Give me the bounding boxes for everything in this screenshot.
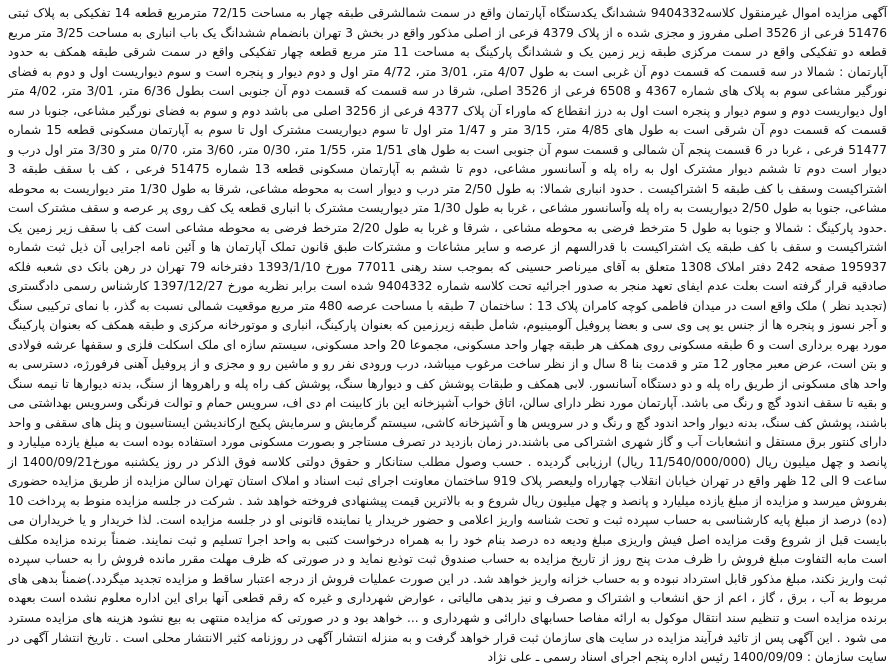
notice-paragraph: آگهی مزایده اموال غیرمنقول کلاسه9404332 ششدانگ یکدستگاه آپارتمان واقع در سمت شمالشرقی طبقه چهار به مساحت 72/15 مترمربع قطعه 14 تفکیکی به پلاک ثبتی 51476 فرعی از 3526 اصلی مفروز و مجزی شده ه از پلاک 4379 فرعی از اصلی مذکور واقع در بخش 3 تهران بانضمام ششدانگ یک باب انباری به مساحت 3/25 متر مربع قطعه دو تفکیکی واقع در سمت مرکزی طبقه زیر زمین یک و ششدانگ پارکینگ به مساحت 11 متر مربع قطعه چهار تفکیکی واقع در سمت شرقی طبقه همکف به حدود آپارتمان : شمالا در سه قسمت که قسمت دوم آن غربی است به طول 4/07 متر، 3/01 متر، 4/72 متر اول و دوم دیوار و پنجره است و سوم دیواریست اول و دوم به فضای نورگیر مشاعی سوم به پلاک های شماره 4367 و 6508 فرعی از 3526 اصلی، شرقا در سه قسمت که قسمت دوم آن جنوبی است بطول 6/36 متر، 3/01 متر، 4/02 متر اول دیواریست دوم و سوم دیوار و پنجره است اول به درز انقطاع که ماوراء آن پلاک 4377 فرعی از 3256 اصلی می باشد دوم و سوم به فضای نورگیر مشاعی، جنوبا در سه قسمت که قسمت دوم آن شرقی است به طول های 4/85 متر، 3/15 متر و 1/47 متر اول تا سوم دیواریست مشترک اول تا سوم به آپارتمان مسکونی قطعه 15 شماره 51477 فرعی ، غربا در 6 قسمت پنجم آن شمالی و قسمت سوم آن جنوبی است به طول های 1/51 متر، 1/55 متر، 0/30 متر، 3/60 متر، 0/70 متر و 3/30 متر اول درب و دیوار است دوم تا ششم دیوار مشترک اول به راه پله و آسانسور مشاعی، دوم تا ششم به آپارتمان مسکونی قطعه 13 شماره 51475 فرعی ، کف با سقف طبقه 3 اشتراکیست وسقف با کف طبقه 5 اشتراکیست . حدود انباری شمالا: به طول 2/50 متر درب و دیوار است به محوطه مشاعی، شرقا به طول 1/30 متر دیواریست به محوطه مشاعی، جنوبا به طول 2/50 دیواریست به راه پله وآسانسور مشاعی ، غربا به طول 1/30 متر دیواریست مشترک با انباری قطعه یک کف روی پر عرصه و سقف مشترک است .حدود پارکینگ : شمالا و جنوبا به طول 5 مترخط فرضی به محوطه مشاعی ، شرقا و غربا به طول 2/20 مترخط فرضی به محوطه مشاعی است کف با سقف زیر زمین یک اشتراکیست و سقف با کف طبقه یک اشتراکیست با قدرالسهم از عرصه و سایر مشاعات و مشترکات طبق قانون تملک آپارتمان ها و آئین نامه اجرایی آن ذیل ثبت شماره 195937 صفحه 242 دفتر املاک 1308 متعلق به آقای میرناصر حسینی که بموجب سند رهنی 77011 مورخ 1393/1/10 دفترخانه 79 تهران در رهن بانک دی شعبه فلکه صادقیه قرار گرفته است بعلت عدم ایفای تعهد منجر به صدور اجرائیه تحت کلاسه شماره 9404332 شده است برابر نظریه مورخ 1397/12/27 کارشناس رسمی دادگستری (تجدید نظر ) ملک واقع است در میدان فاطمی کوچه کامران پلاک 13 : ساختمان 7 طبقه با مساحت عرصه 480 متر مربع موقعیت شمالی نسبت به گذر، با نمای ترکیبی سنگ و آجر نسوز و پنجره ها از جنس یو پی وی سی و بعضا پروفیل آلومینیوم، شامل طبقه زیرزمین که بعنوان پارکینگ، انباری و موتورخانه مرکزی و طبقه همکف که بعنوان پارکینگ مورد بهره برداری است و 6 طبقه مسکونی روی همکف هر طبقه چهار واحد مسکونی، مجموعا 20 واحد مسکونی، سیستم سازه ای ملک اسکلت فلزی و سقفها عرشه فولادی و بتن است، عرض معبر مجاور 12 متر و قدمت بنا 8 سال و از نظر ساخت مرغوب میباشد، درب ورودی نفر رو و ماشین رو و مجزی و از پروفیل آهنی فرفورژه، دسترسی به واحد های مسکونی از طریق راه پله و دو دستگاه آسانسور. لابی همکف و طبقات پوشش کف و دیوارها سنگ، پوشش کف راه پله و راهروها از سنگ، بدنه دیوارها تا نیمه سنگ و بقیه تا سقف اندود گچ و رنگ می باشد. آپارتمان مورد نظر دارای سالن، اتاق خواب آشپزخانه این باز کابینت ام دی اف، سرویس حمام و توالت فرنگی وسرویس بهداشتی می باشند، پوشش کف سنگ، بدنه دیوار واحد اندود گچ و رنگ و در سرویس ها و آشپزخانه کاشی، سیستم گرمایش و سرمایش پکیج ارکاندیشن ایستاسیون و پنل های سقفی و واحد دارای کنتور برق مستقل و انشعابات آب و گاز شهری اشتراکی می باشند.در زمان بازدید در تصرف مستاجر و بصورت مسکونی مورد استفاده بوده است به مبلغ یازده میلیارد و پانصد و چهل میلیون ریال (11/540/000/000 ریال) ارزیابی گردیده . حسب وصول مطلب ستانکار و حقوق دولتی کلاسه فوق الذکر در روز یکشنبه مورخ1400/09/21 از ساعت 9 الی 12 ظهر واقع در تهران خیابان انقلاب چهارراه ولیعصر پلاک 919 ساختمان معاونت اجرای ثبت اسناد و املاک استان تهران سالن مزایده از طریق مزایده حضوری بفروش میرسد و مزایده از مبلغ یازده میلیارد و پانصد و چهل میلیون ریال شروع و به بالاترین قیمت پیشنهادی فروخته خواهد شد . شرکت در جلسه مزایده منوط به پرداخت 10 (ده) درصد از مبلغ پایه کارشناسی به حساب سپرده ثبت و تحت شناسه واریز اعلامی و حضور خریدار یا نماینده قانونی او در جلسه مزایده است. لذا خریدار و یا خریداران می بایست قبل از شروع وقت مزایده اصل فیش واریزی مبلغ ودیعه ده درصد بنام خود را به همراه درخواست کتبی به واحد اجرا تسلیم و ثبت نمایند. ضمناً برنده مزایده مکلف است مابه التفاوت مبلغ فروش را ظرف مدت پنج روز از تاریخ مزایده به حساب صندوق ثبت توذیع نماید و در صورتی که ظرف مهلت مقرر مانده فروش را به حساب سپرده ثبت واریز نکند، مبلغ مذکور قابل استرداد نبوده و به حساب خزانه واریز خواهد شد. در این صورت عملیات فروش از درجه اعتبار ساقط و مزایده تجدید میگردد.)ضمناً بدهی های مربوط به آب ، برق ، گاز ، اعم از حق انشعاب و اشتراک و مصرف و نیز بدهی مالیاتی ، عوارض شهرداری و غیره که رقم قطعی آنها برای این اداره معلوم نشده است بعهده برنده مزایده است و تنظیم سند انتقال موکول به ارائه مفاصا حسابهای دارائی و شهرداری و ... خواهد بود و در صورتی که مزایده منتهی به بیع نشود هزینه های مزایده مسترد می شود . این آگهی پس از تائید فرآیند مزایده در سایت های سازمان ثبت قرار خواهد گرفت و به منزله انتشار آگهی در روزنامه کثیر الانتشار محلی است . تاریخ انتشار آگهی در سایت سازمان : 1400/09/09 رئیس اداره پنجم اجرای اسناد رسمی ـ علی نژاد: [8, 6, 888, 665]
